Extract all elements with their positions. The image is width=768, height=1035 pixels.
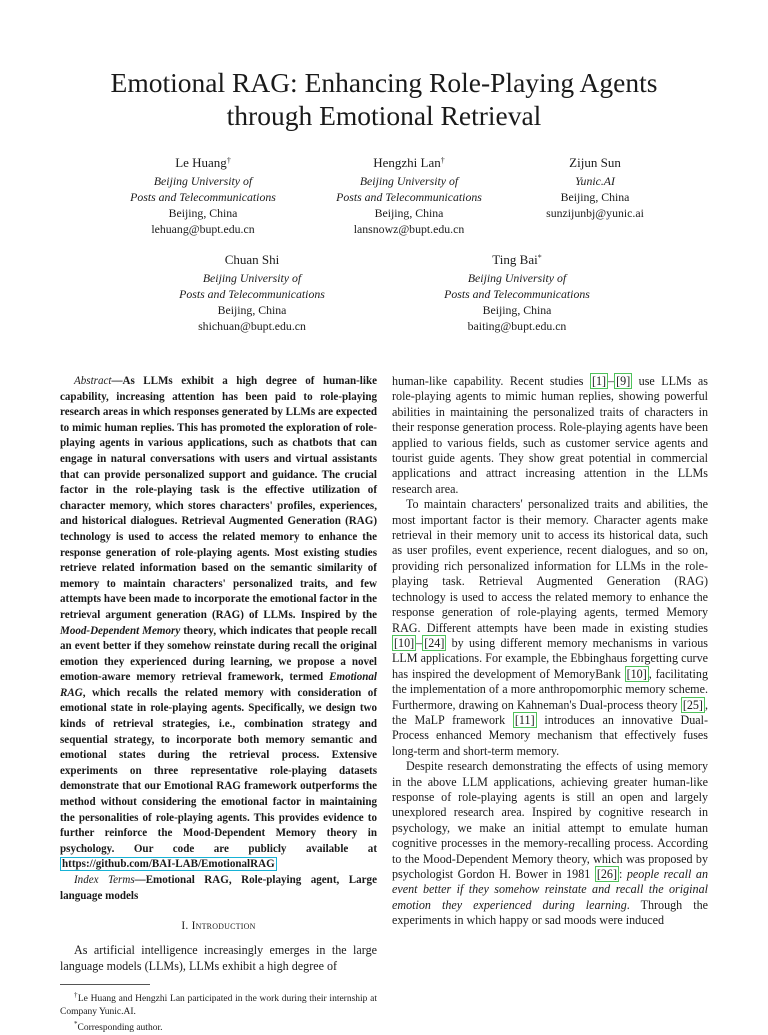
index-terms: Index Terms—Emotional RAG, Role-playing agent, Large language models — [60, 874, 377, 902]
author-location: Beijing, China — [374, 206, 444, 220]
body-paragraph: Despite research demonstrating the effects of using memory in the above LLM applications, achieving greater human-like response of role-playing agents is still an open and largely unexplored research area. Inspired by cognitive research in psychology, we make an initial attempt to emulate human cognitive processes in the memory-recalling process. According to the Mood-Dependent Memory theory, which was proposed by psychologist Gordon H. Bower in 1981 [26] : people recall an event better if they somehow reinstate and recall the original emotion they experienced during learning. Through the experiments in which happy or sad moods were induced — [392, 759, 709, 928]
author-affiliation: Posts and Telecommunications — [444, 287, 590, 301]
author-affiliation: Beijing University of — [153, 174, 253, 188]
author-affiliation: Posts and Telecommunications — [336, 190, 482, 204]
author-mark: * — [537, 253, 542, 262]
author-name: Chuan Shi — [224, 252, 280, 267]
author-email: shichuan@bupt.edu.cn — [198, 319, 306, 333]
code-link[interactable]: https://github.com/BAI-LAB/EmotionalRAG — [62, 858, 275, 871]
citation-link[interactable]: [9] — [616, 374, 631, 388]
section-heading: I. Introduction — [181, 920, 256, 933]
abstract-label: Abstract — [74, 375, 112, 387]
author-affiliation: Posts and Telecommunications — [179, 287, 325, 301]
author-affiliation: Beijing University of — [467, 271, 567, 285]
author-mark: † — [440, 156, 445, 165]
body-paragraph: To maintain characters' personalized traits and abilities, the most important factor is their memory. Character agents make retrieval in their memory unit to access its historical data, such as user profiles, event experience, recent dialogues, and so on, providing rich personalized information for LLMs in the role-playing task. Retrieval Augmented Generation (RAG) technology is used to access the related memory to enhance the response generation of role-playing agents, termed Memory RAG. Different attempts have been made in existing studies [10] – [24] by using different memory mechanisms in various LLM applications. For example, the Ebbinghaus forgetting curve has inspired the development of MemoryBank [10] , facilitating the implementation of a more anthropomorphic memory scheme. Furthermore, drawing on Kahneman's Dual-process theory [25] , the MaLP framework [11] introduces an innovative Dual-Process enhanced Memory mechanism that effectively fuses long-term and short-term memory. — [392, 497, 708, 758]
quoted-theory: people recall an event better if they somehow reinstate and recall the original emotion they experienced during learning — [392, 867, 709, 912]
author-block — [322, 154, 496, 237]
title-line-1: Emotional RAG: Enhancing Role-Playing Agents — [110, 67, 658, 98]
footnote: †Le Huang and Hengzhi Lan participated in the work during their internship at Company Yunic.AI. — [60, 991, 378, 1017]
intro-paragraph: As artificial intelligence increasingly emerges in the large language models (LLMs), LLMs exhibit a high degree of — [60, 943, 377, 974]
paper-title — [40, 66, 728, 132]
author-name: Hengzhi Lan† — [373, 155, 445, 170]
author-affiliation: Beijing University of — [202, 271, 302, 285]
author-name: Ting Bai* — [492, 252, 542, 267]
body-paragraph: human-like capability. Recent studies [1] – [9] use LLMs as role-playing agents to mimic human replies, showing powerful abilities in maintaining the personalized traits of characters in their response generation process. Role-playing agents have been applied to various fields, such as customer service agents and tourist guide agents. They show great potential in commercial applications and attract increasing attention in the LLMs research area. — [392, 374, 709, 496]
author-email: sunzijunbj@yunic.ai — [546, 206, 644, 220]
citation-link[interactable]: [10] — [394, 635, 415, 650]
author-block — [165, 251, 339, 334]
author-block — [430, 251, 604, 334]
author-mark: † — [226, 156, 231, 165]
index-terms-label: Index Terms — [74, 874, 135, 886]
author-affiliation: Posts and Telecommunications — [130, 190, 276, 204]
author-block — [116, 154, 290, 237]
author-affiliation: Yunic.AI — [575, 174, 615, 188]
author-name: Le Huang† — [175, 155, 231, 170]
citation-link[interactable]: [10] — [626, 666, 647, 681]
citation-link[interactable]: [26] — [596, 867, 617, 881]
citation-link[interactable]: [1] — [591, 374, 607, 388]
title-line-2: through Emotional Retrieval — [226, 100, 542, 131]
abstract-emphasis: Mood-Dependent Memory — [60, 624, 181, 637]
footnote-divider — [60, 984, 150, 985]
right-column — [392, 374, 708, 929]
citation-link[interactable]: [25] — [682, 697, 703, 712]
abstract-emphasis: Emotional RAG — [60, 671, 377, 699]
citation-link[interactable]: [24] — [424, 635, 445, 650]
author-block — [520, 154, 670, 221]
citation-link[interactable]: [11] — [514, 712, 535, 727]
author-name: Zijun Sun — [569, 155, 621, 170]
author-location: Beijing, China — [560, 190, 630, 204]
author-location: Beijing, China — [482, 303, 552, 317]
author-email: lansnowz@bupt.edu.cn — [353, 222, 465, 236]
author-email: lehuang@bupt.edu.cn — [151, 222, 255, 236]
footnote: *Corresponding author. — [74, 1020, 163, 1034]
author-location: Beijing, China — [168, 206, 238, 220]
author-location: Beijing, China — [217, 303, 287, 317]
author-affiliation: Beijing University of — [359, 174, 459, 188]
abstract: Abstract—As LLMs exhibit a high degree of human-like capability, increasing attention has been paid to role-playing research areas in which responses generated by LLMs are expected to mimic human replies. This has promoted the exploration of role-playing agents in various applications, such as chatbots that can engage in natural conversations with users and virtual assistants that can provide personalized support and guidance. The crucial factor in the role-playing task is the effective utilization of character memory, which stores characters' profiles, experiences, and historical dialogues. Retrieval Augmented Generation (RAG) technology is used to access the related memory to enhance the response generation of role-playing agents. Most existing studies retrieve related information based on the semantic similarity of memory to maintain characters' personalized traits, and few attempts have been made to incorporate the emotional factor in the retrieval argument generation (RAG) of LLMs. Inspired by the Mood-Dependent Memory theory, which indicates that people recall an event better if they somehow reinstate during recall the original emotion they experienced during learning, we propose a novel emotion-aware memory retrieval framework, termed Emotional RAG, which recalls the related memory with consideration of emotional state in role-playing agents. Specifically, we design two kinds of retrieval strategies, i.e., combination strategy and sequential strategy, to incorporate both memory semantic and emotional states during the retrieval process. Extensive experiments on three representative role-playing datasets demonstrate that our Emotional RAG framework outperforms the method without considering the emotional factor in maintaining the personalities of role-playing agents. This provides evidence to further reinforce the Mood-Dependent Memory theory in psychology. Our code are publicly available at https://github.com/BAI-LAB/EmotionalRAG — [60, 375, 377, 871]
author-email: baiting@bupt.edu.cn — [467, 319, 567, 333]
left-column — [60, 374, 377, 1035]
